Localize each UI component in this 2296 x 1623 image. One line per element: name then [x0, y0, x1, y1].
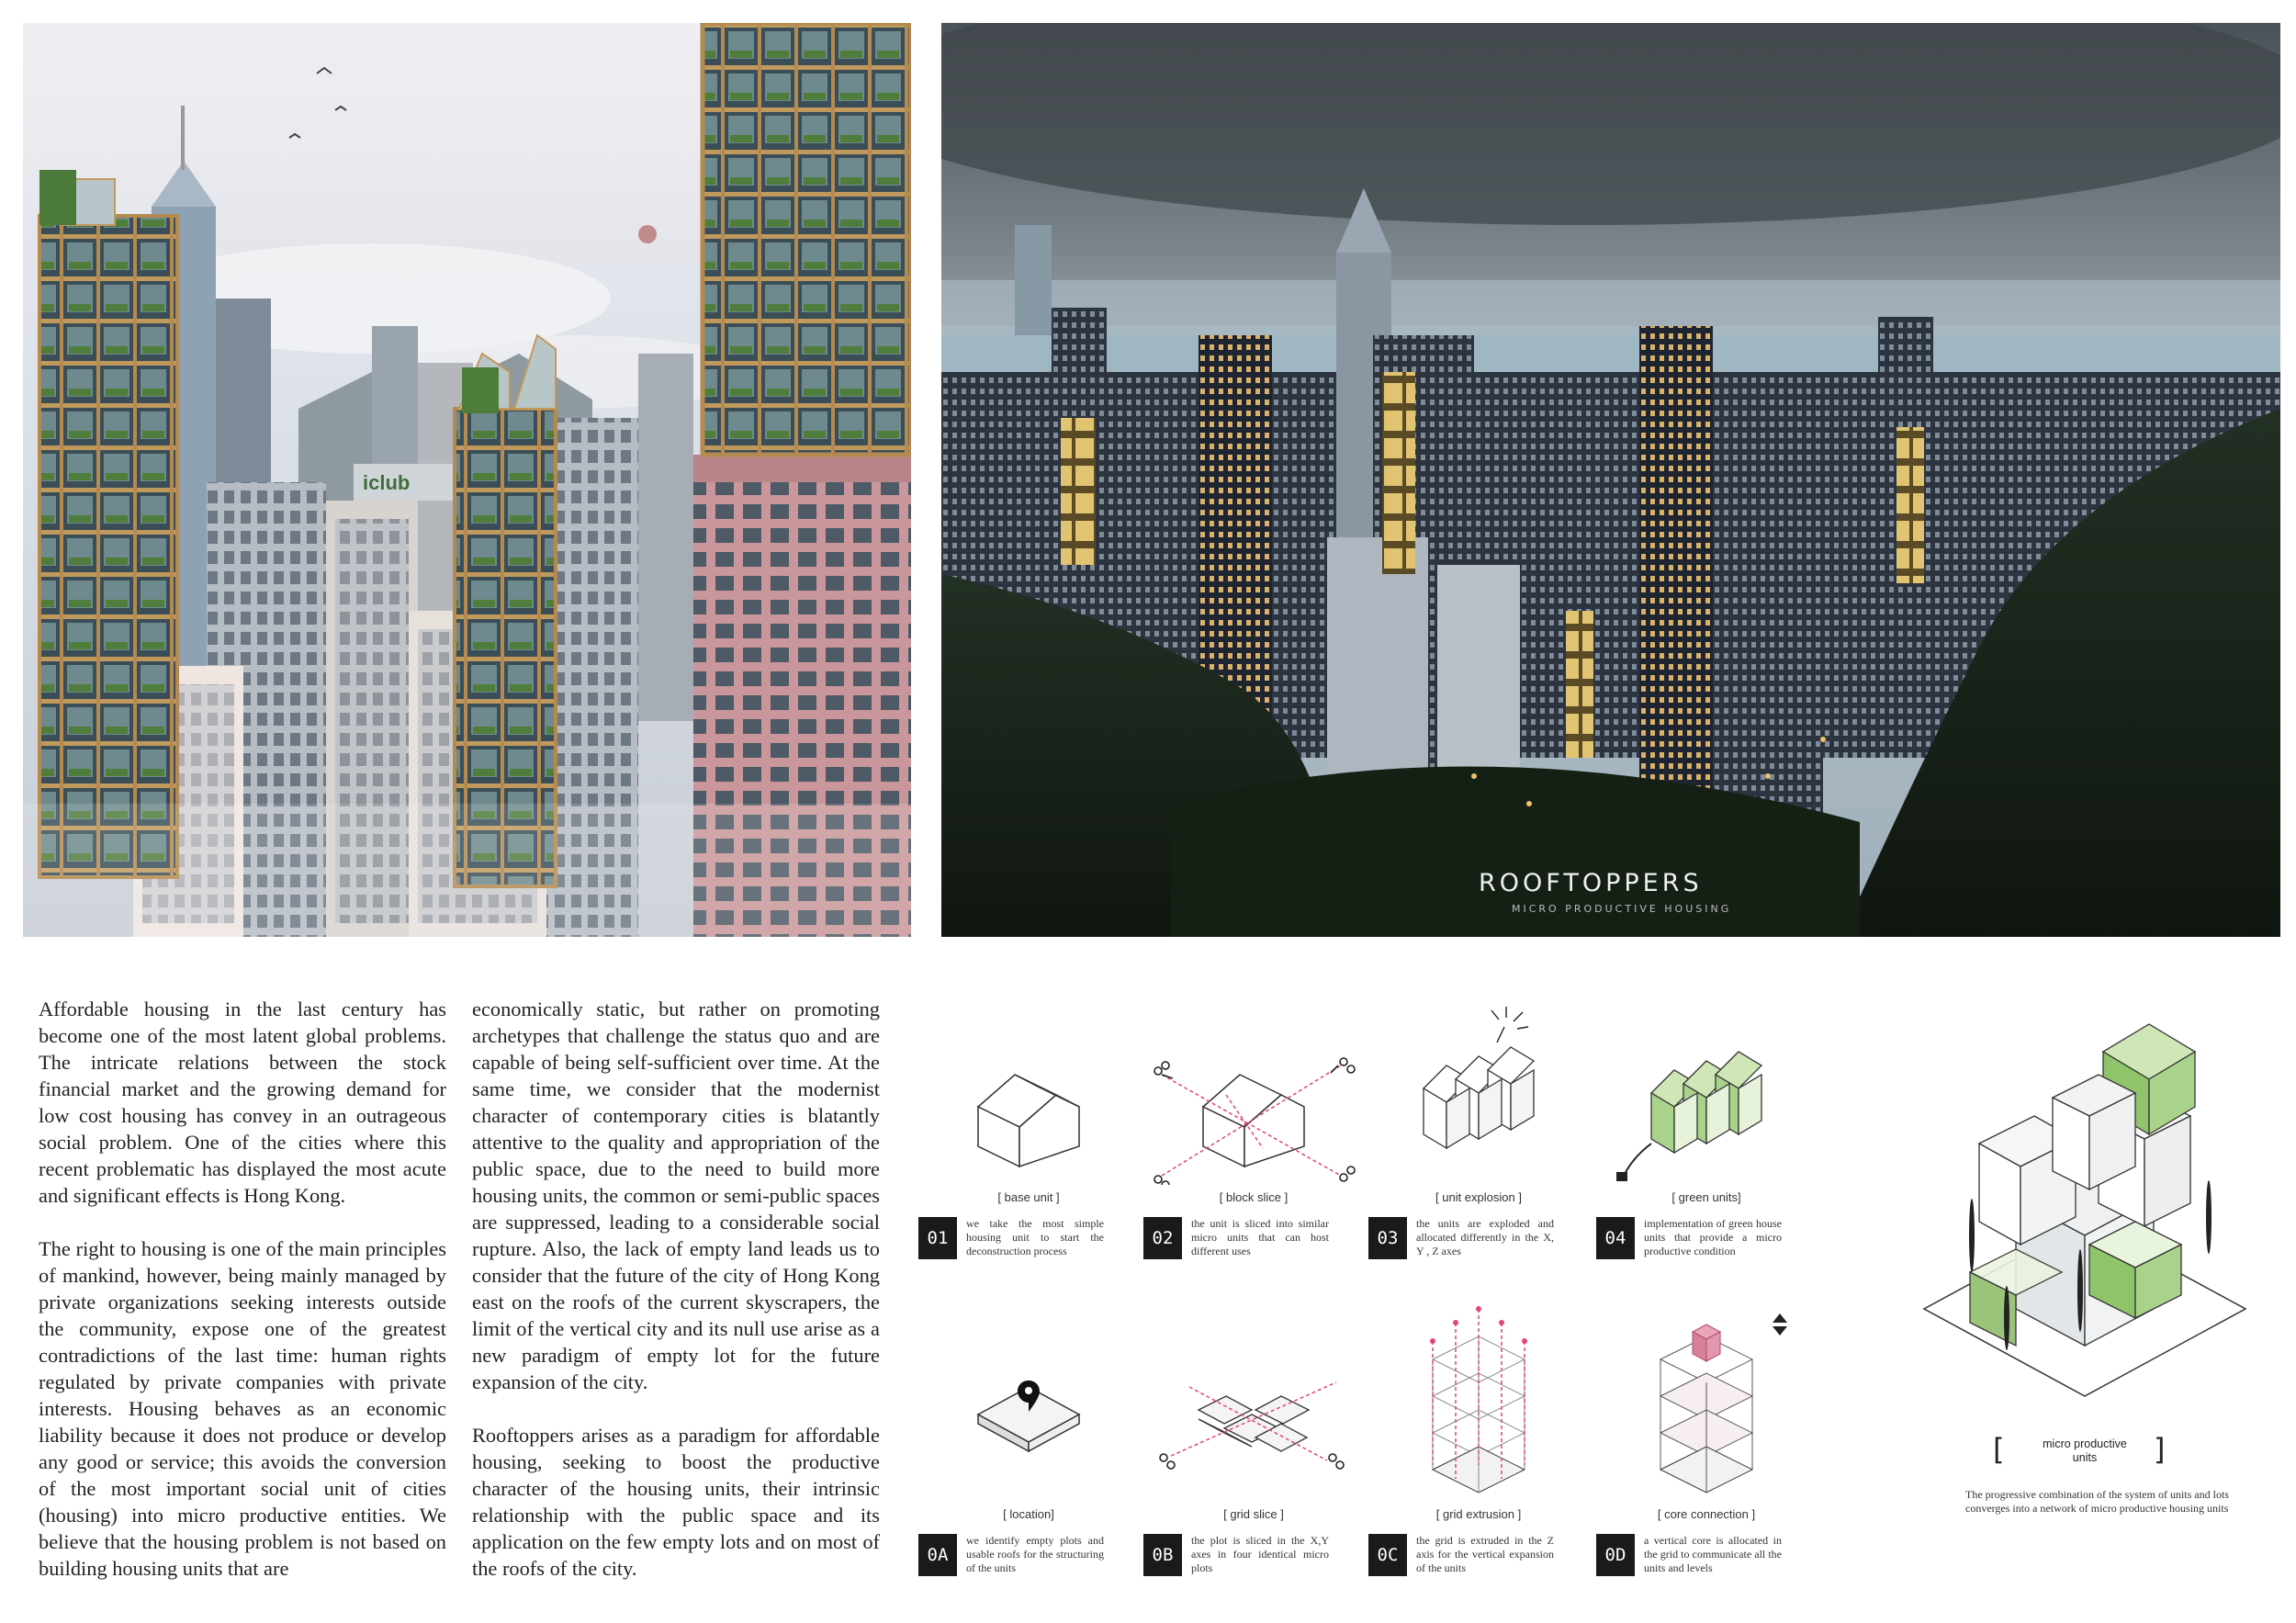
step-core-connection [1596, 1304, 1817, 1576]
rendering-image-icon [941, 23, 2280, 937]
step-label: [ grid extrusion ] [1435, 1507, 1522, 1521]
final-diagram [1915, 1015, 2255, 1424]
step-number: 0C [1368, 1534, 1407, 1576]
step-number: 03 [1368, 1217, 1407, 1259]
text-column-1 [39, 996, 446, 1608]
house-unit-icon [918, 1038, 1139, 1185]
text-column-2 [472, 996, 880, 1608]
step-description: the unit is sliced into similar micro units that can host different uses [1191, 1217, 1329, 1257]
bracket-open: [ [1993, 1432, 2005, 1467]
rendering-image-icon [23, 23, 911, 937]
final-label [2007, 1432, 2166, 1467]
paragraph: Affordable housing in the last century has become one of the most latent global problems. The intricate relations between the stock financial market and the growing demand for low cost housing has convey in an outrageous social problem. One of the cities where this recent problematic has displayed the most acute and significant effects is Hong Kong. [39, 997, 446, 1207]
step-number: 0D [1596, 1534, 1635, 1576]
micro-productive-tower-icon [1915, 1015, 2255, 1419]
step-description: the units are exploded and allocated differently in the X, Y , Z axes [1416, 1217, 1554, 1257]
step-block-slice [1143, 1038, 1364, 1259]
step-label: [ location] [1003, 1507, 1054, 1521]
step-green-units [1596, 1038, 1817, 1259]
bracket-close: ] [2154, 1432, 2166, 1467]
grid-slice-icon [1143, 1355, 1364, 1502]
step-description: the grid is extruded in the Z axis for the vertical expansion of the units [1416, 1534, 1554, 1574]
final-description: The progressive combination of the system of units and lots converges into a network of micro productive housing units [1965, 1488, 2229, 1515]
aerial-rendering [941, 23, 2280, 937]
step-label: [ base unit ] [997, 1190, 1060, 1204]
step-number: 01 [918, 1217, 957, 1259]
step-description: a vertical core is allocated in the grid to communicate all the units and levels [1644, 1534, 1782, 1574]
brand-title: ROOFTOPPERS [1479, 869, 1703, 897]
green-plug-icon [1596, 1038, 1817, 1185]
step-grid-extrusion [1368, 1304, 1589, 1576]
core-connection-icon [1596, 1304, 1817, 1502]
step-description: we identify empty plots and usable roofs for the structuring of the units [966, 1534, 1104, 1574]
step-label: [ grid slice ] [1223, 1507, 1284, 1521]
step-label: [ unit explosion ] [1435, 1190, 1522, 1204]
bomb-explosion-icon [1368, 1001, 1589, 1185]
step-number: 04 [1596, 1217, 1635, 1259]
step-grid-slice [1143, 1355, 1364, 1576]
step-description: the plot is sliced in the X,Y axes in four identical micro plots [1191, 1534, 1329, 1574]
paragraph: The right to housing is one of the main principles of mankind, however, being mainly managed by private organizations seeking interests outside the community, expose one of the greatest contradictions of the last time: human rights regulated by private companies with private interests. Housing behaves as an economic liability because it does not produce or develop any good or service; this avoids the conversion of the most important social unit of cities (housing) into micro productive entities. We believe that the housing problem is not based on building housing units that are [39, 1237, 446, 1580]
paragraph: Rooftoppers arises as a paradigm for affordable housing, seeking to boost the productive character of the housing units, their intrinsic relationship with the public space and its application on the few empty lots and on most of the roofs of the city. [472, 1424, 880, 1580]
step-number: 0A [918, 1534, 957, 1576]
brand-logo [1479, 869, 2066, 915]
scissors-slice-icon [1143, 1038, 1364, 1185]
grid-extrusion-icon [1368, 1304, 1589, 1502]
step-number: 02 [1143, 1217, 1182, 1259]
step-location [918, 1355, 1139, 1576]
final-label-line: micro productive [2043, 1437, 2127, 1450]
brand-subtitle: MICRO PRODUCTIVE HOUSING [1512, 903, 1732, 915]
step-description: we take the most simple housing unit to start the deconstruction process [966, 1217, 1104, 1257]
street-level-rendering [23, 23, 911, 937]
step-label: [ block slice ] [1219, 1190, 1289, 1204]
svg-text:iclub: iclub [363, 471, 411, 494]
step-label: [ green units] [1671, 1190, 1741, 1204]
step-unit-explosion [1368, 1001, 1589, 1259]
step-number: 0B [1143, 1534, 1182, 1576]
location-pin-icon [918, 1355, 1139, 1502]
step-base-unit [918, 1038, 1139, 1259]
paragraph: economically static, but rather on promoting archetypes that challenge the status quo and are capable of being self-sufficient over time. At the same time, we consider that the modernist character of contemporary cities is blatantly attentive to the quality and appropriation of the public space, due to the need to build more housing units, the common or semi-public spaces are suppressed, leading to a considerable social rupture. Also, the lack of empty land leads us to consider that the future of the city of Hong Kong east on the roofs of the current skyscrapers, the limit of the vertical city and its null use arise as a new paradigm of empty lot for the future expansion of the city. [472, 997, 880, 1393]
step-description: implementation of green house units that provide a micro productive condition [1644, 1217, 1782, 1257]
final-label-line: units [2072, 1451, 2098, 1464]
step-label: [ core connection ] [1657, 1507, 1756, 1521]
